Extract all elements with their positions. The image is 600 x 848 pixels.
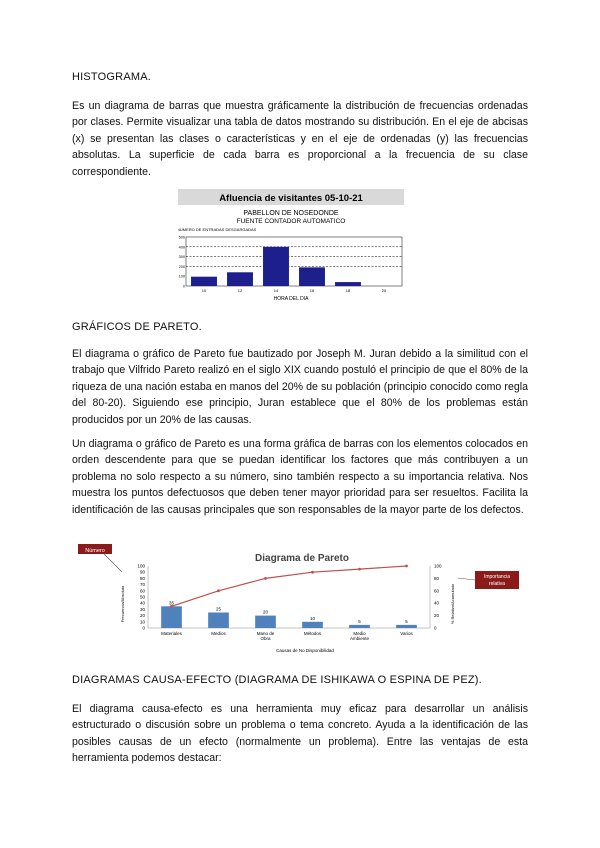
pareto-bar-label: 25 <box>215 606 222 612</box>
numero-callout-pointer <box>104 554 122 572</box>
cumulative-point <box>170 605 173 608</box>
pareto-bar-label: 10 <box>309 615 316 621</box>
importancia-callout-label-2: relativa <box>488 581 506 587</box>
pareto-y-tick: 10 <box>139 619 145 625</box>
pareto-y-tick: 70 <box>139 582 145 588</box>
pareto-x-tick: Métodos <box>303 631 322 636</box>
pareto-x-tick: Obra <box>260 636 271 641</box>
importancia-callout-pointer <box>458 578 475 580</box>
pareto-bar-label: 5 <box>405 618 408 624</box>
histogram-subtitle: PABELLON DE NOSEDONDE <box>243 210 339 217</box>
cumulative-percent-line <box>172 566 407 606</box>
pareto-y-tick: 50 <box>139 594 145 600</box>
numero-callout-label: Número <box>85 548 105 554</box>
pareto-x-tick: Medio <box>353 631 366 636</box>
pareto-y-label: Frecuencia/Absoluta <box>120 585 125 623</box>
pareto-y2-label: % Relativo/Acumulado <box>450 583 455 625</box>
pareto-bar-label: 20 <box>262 609 269 615</box>
pareto-x-tick: Mano de <box>256 631 275 636</box>
pareto-x-label: Causas de No Disponibilidad <box>276 648 334 653</box>
pareto-title: Diagrama de Pareto <box>255 553 349 564</box>
histogram-title: Afluencia de visitantes 05-10-21 <box>219 193 363 204</box>
pareto-y-tick: 60 <box>139 588 145 594</box>
pareto-y2-tick: 60 <box>434 588 440 594</box>
cumulative-point <box>217 589 220 592</box>
histogram-bar <box>263 247 289 286</box>
pareto-bar-label: 5 <box>358 618 361 624</box>
histogram-y-tick: 0 <box>182 284 185 289</box>
histogram-x-tick: 10 <box>201 288 207 293</box>
histogram-x-tick: 20 <box>381 288 387 293</box>
cumulative-point <box>311 571 314 574</box>
pareto-bar <box>396 625 417 628</box>
pareto-y-tick: 40 <box>139 600 145 606</box>
cumulative-point <box>358 568 361 571</box>
histogram-bar <box>299 267 325 286</box>
pareto-y-tick: 30 <box>139 606 145 612</box>
histogram-y-tick: 300 <box>178 255 185 260</box>
pareto-x-tick: Materiales <box>161 631 182 636</box>
histogram-figure <box>178 189 404 301</box>
pareto-bar <box>161 606 182 628</box>
histogram-subtitle-2: FUENTE CONTADOR AUTOMATICO <box>236 218 346 225</box>
pareto-y2-tick: 40 <box>434 600 440 606</box>
histogram-y-tick: 100 <box>178 274 185 279</box>
pareto-paragraph-1: El diagrama o gráfico de Pareto fue bautizado por Joseph M. Juran debido a la similitud con el trabajo que Vilfrido Pareto realizó en el siglo XIX cuando postuló el principio de que el 80% de la riqueza de una nación estaba en manos del 20% de su población (principio conocido como regla del 80-20). Siguiendo ese principio, Juran establece que el 80% de los problemas están producidos por un 20% de las causas. <box>72 348 528 426</box>
histogram-y-tick: 400 <box>178 245 185 250</box>
histogram-y-tick: 200 <box>178 264 185 269</box>
histogram-x-tick: 12 <box>237 288 243 293</box>
histogram-plot-frame <box>186 237 402 286</box>
pareto-y2-tick: 80 <box>434 575 440 581</box>
pareto-y-tick: 80 <box>139 575 145 581</box>
pareto-x-tick: Ambiente <box>349 636 370 641</box>
pareto-bar <box>255 616 276 628</box>
pareto-bar-label: 35 <box>168 600 175 606</box>
pareto-y-tick: 20 <box>139 613 145 619</box>
pareto-bar <box>349 625 370 628</box>
cumulative-point <box>405 565 408 568</box>
pareto-x-tick: Medios <box>211 631 226 636</box>
ishikawa-heading: DIAGRAMAS CAUSA-EFECTO (DIAGRAMA DE ISHIKAWA O ESPINA DE PEZ). <box>72 674 482 686</box>
histogram-bar <box>191 277 217 286</box>
cumulative-point <box>264 577 267 580</box>
pareto-x-tick: Varios <box>400 631 413 636</box>
histogram-y-tick: 500 <box>178 235 185 240</box>
histogram-x-tick: 14 <box>273 288 279 293</box>
histogram-x-tick: 18 <box>345 288 351 293</box>
pareto-y-tick: 0 <box>142 625 145 631</box>
pareto-y2-tick: 100 <box>434 563 442 569</box>
pareto-y-tick: 90 <box>139 569 145 575</box>
histogram-x-label: HORA DEL DIA <box>273 296 309 301</box>
pareto-bar <box>302 622 323 628</box>
histogram-heading: HISTOGRAMA. <box>72 71 152 83</box>
pareto-heading: GRÁFICOS DE PARETO. <box>72 321 202 333</box>
histogram-bar <box>227 272 253 286</box>
histogram-x-tick: 16 <box>309 288 315 293</box>
histogram-paragraph: Es un diagrama de barras que muestra gráficamente la distribución de frecuencias ordenadas por clases. Permite visualizar una tabla de datos mostrando su distribución. En el eje de abcisas (x) se presentan las clases o características y en el eje de ordenadas (y) las frecuencias absolutas. La superficie de cada barra es proporcional a la frecuencia de su clase correspondiente. <box>72 100 528 178</box>
histogram-chart <box>178 189 404 301</box>
pareto-bar <box>208 613 229 629</box>
histogram-bar <box>335 282 361 286</box>
ishikawa-paragraph: El diagrama causa-efecto es una herramienta muy eficaz para desarrollar un análisis estructurado o discusión sobre un problema o tema concreto. Ayuda a la identificación de las posibles causas de un efecto (normalmente un problema). Entre las ventajas de esta herramienta podemos destacar: <box>72 703 528 765</box>
pareto-figure <box>70 544 528 658</box>
pareto-chart <box>70 544 528 658</box>
pareto-y-tick: 100 <box>137 563 145 569</box>
importancia-callout-label-1: Importancia <box>483 574 511 580</box>
pareto-y2-tick: 20 <box>434 613 440 619</box>
histogram-y-label: NUMERO DE ENTRADAS DESGARGADAS <box>178 227 257 232</box>
pareto-paragraph-2: Un diagrama o gráfico de Pareto es una forma gráfica de barras con los elementos colocados en orden descendente para que se puedan identificar los factores que más contribuyen a un problema no solo respecto a su número, sino también respecto a su importancia relativa. Nos muestra los puntos defectuosos que deben tener mayor prioridad para ser resueltos. Facilita la identificación de las causas principales que son responsables de la mayor parte de los defectos. <box>72 438 528 516</box>
pareto-y2-tick: 0 <box>434 625 437 631</box>
